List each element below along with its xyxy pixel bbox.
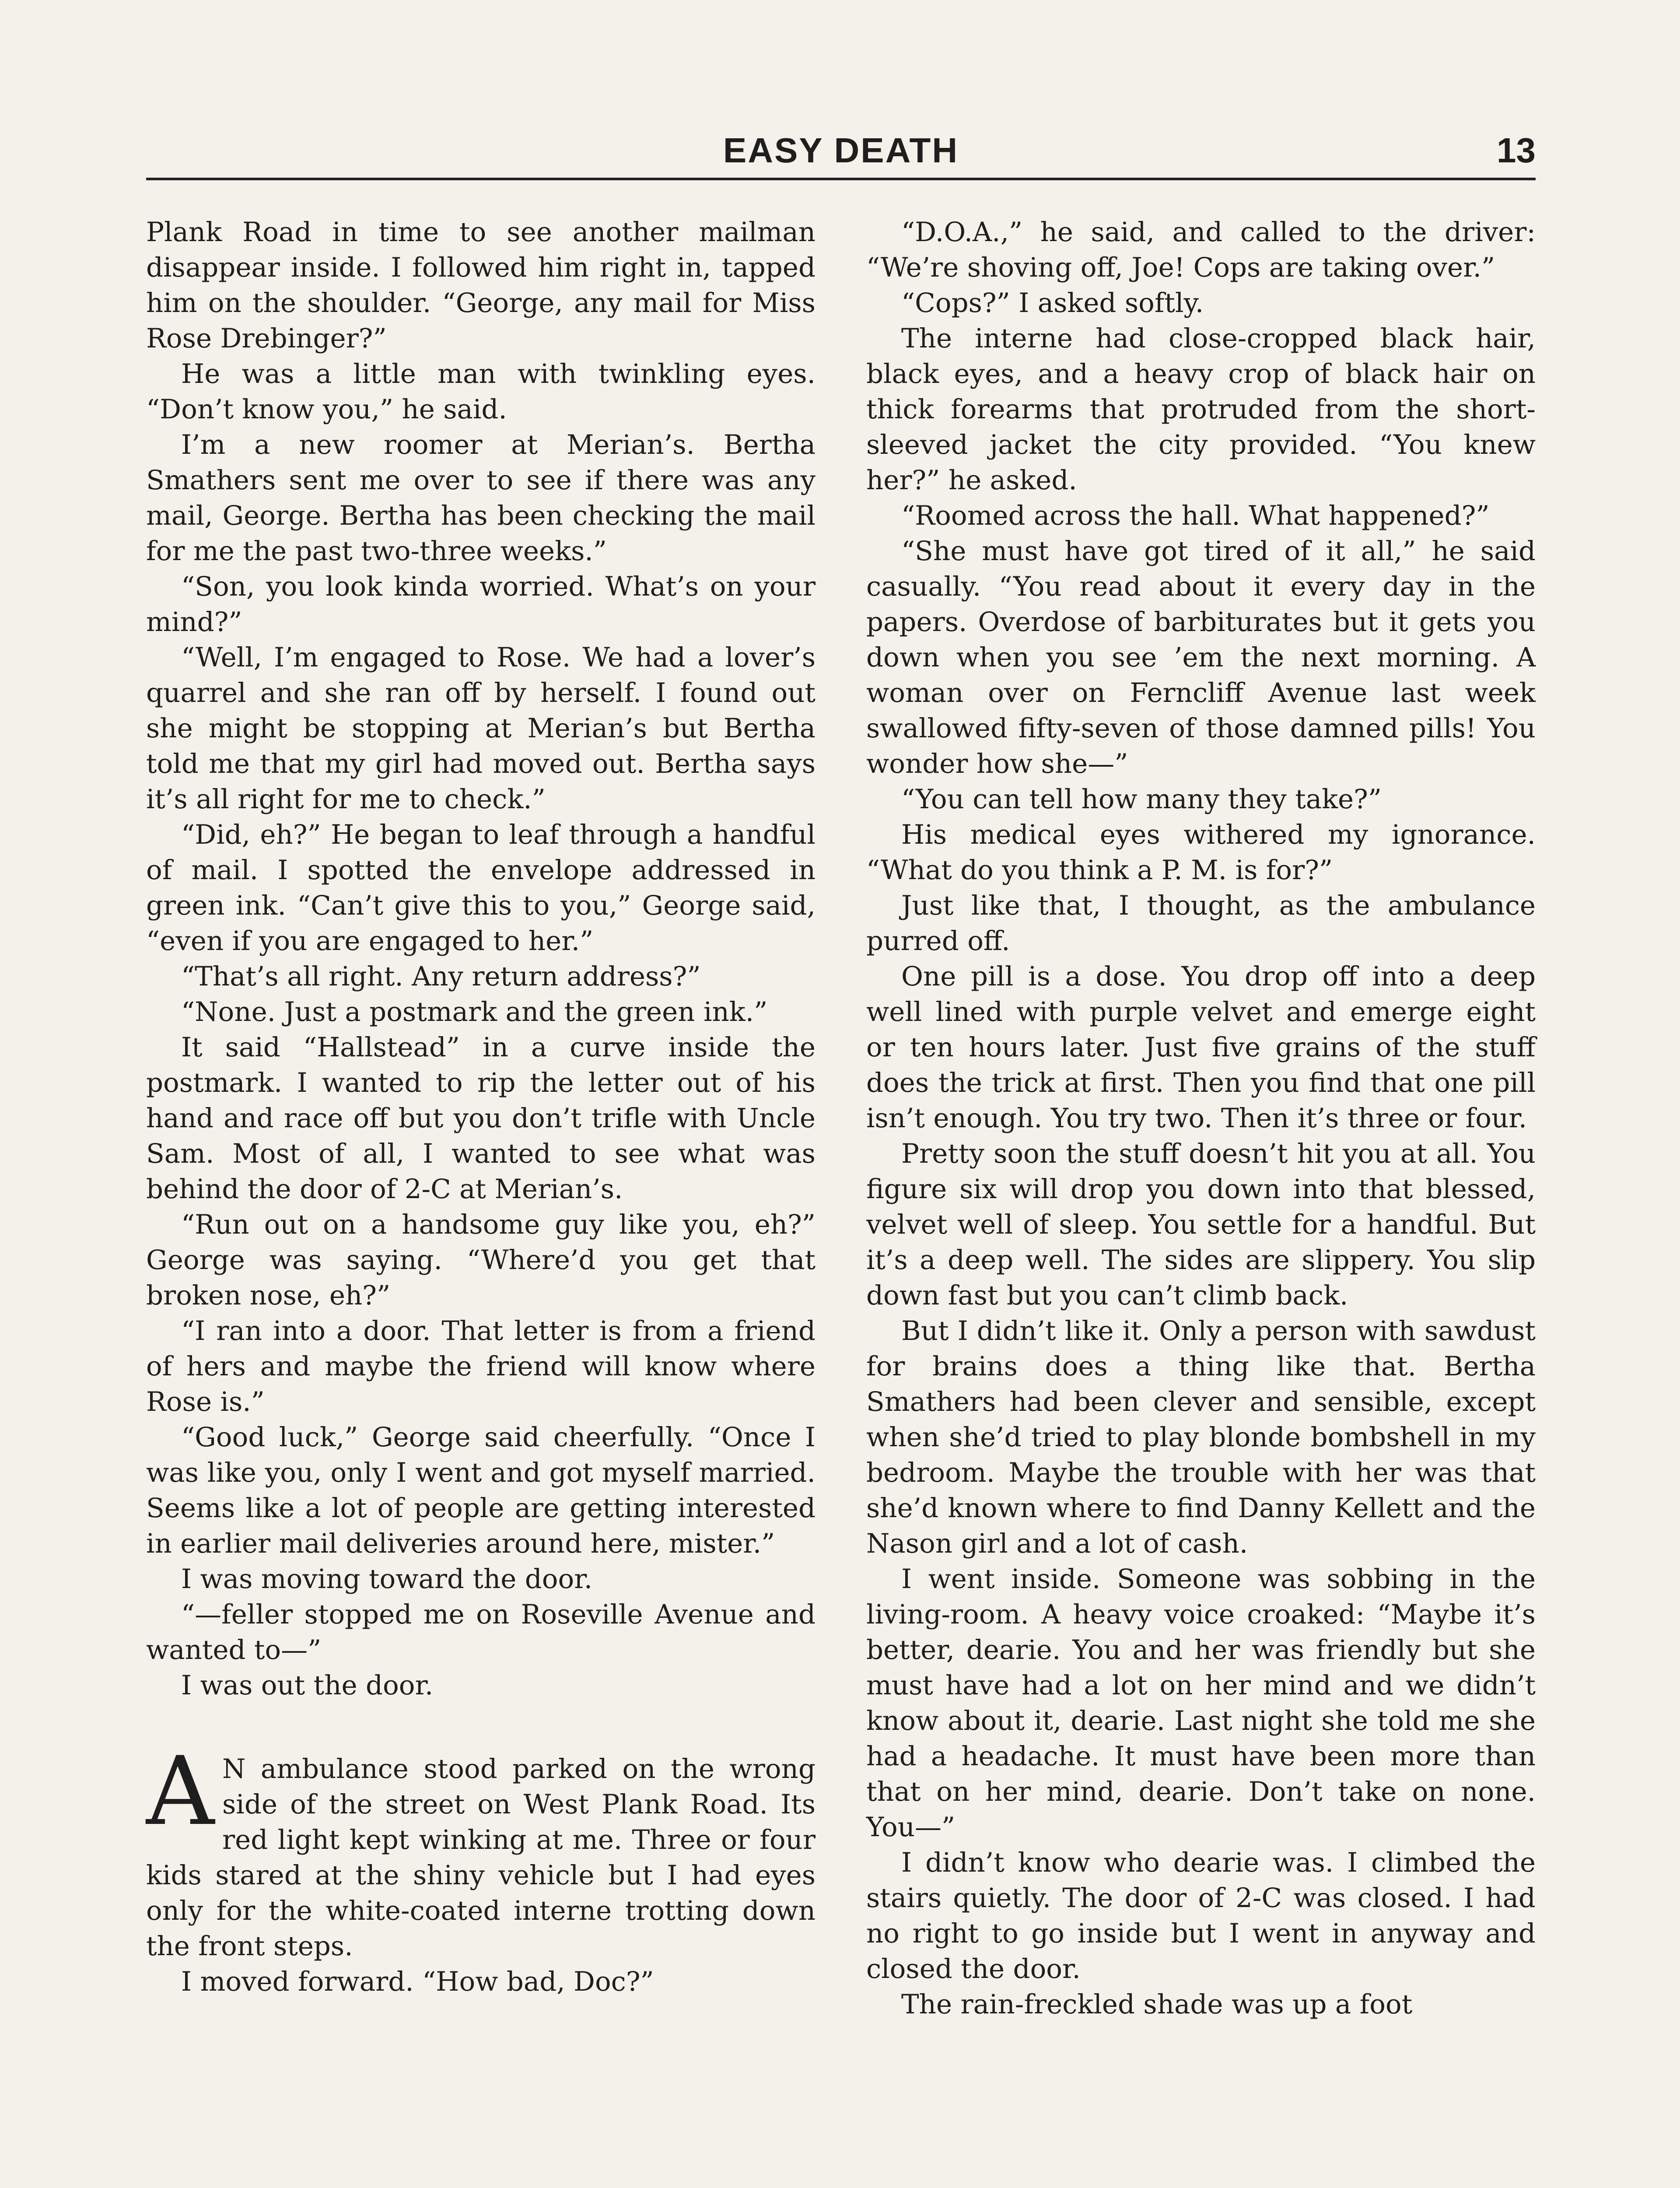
paragraph: His medical eyes withered my ignorance. “What do you think a P. M. is for?”: [866, 819, 1536, 886]
paragraph: “D.O.A.,” he said, and called to the driver: “We’re shoving off, Joe! Cops are taking over.”: [866, 217, 1536, 283]
paragraph: Just like that, I thought, as the ambulance purred off.: [866, 890, 1536, 957]
paragraph: But I didn’t like it. Only a person with sawdust for brains does a thing like that. Bertha Smathers had been clever and sensible, except when she’d tried to play blonde bombshell in my bedroom. Maybe the trouble with her was that she’d known where to find Danny Kellett and the Nason girl and a lot of cash.: [866, 1315, 1536, 1559]
section-opening-text: N ambulance stood parked on the wrong side of the street on West Plank Road. Its red light kept winking at me. Three or four kids stared at the shiny vehicle but I had eyes only for the white-coated interne trotting down the front steps.: [146, 1753, 816, 1962]
paragraph: I went inside. Someone was sobbing in the living-room. A heavy voice croaked: “Maybe it’s better, dearie. You and her was friendly but she must have had a lot on her mind and we didn’t know about it, dearie. Last night she told me she had a headache. It must have been more than that on her mind, dearie. Don’t take on none. You—”: [866, 1564, 1536, 1843]
paragraph: “You can tell how many they take?”: [901, 784, 1382, 815]
paragraph: I was moving toward the door.: [181, 1564, 593, 1595]
paragraph: “That’s all right. Any return address?”: [181, 961, 701, 992]
page-number: 13: [1497, 131, 1536, 170]
paragraph: “She must have got tired of it all,” he said casually. “You read about it every day in the papers. Overdose of barbiturates but it gets you down when you see ’em the next morning. A woman over on Ferncliff Avenue last week swallowed fifty-seven of those damned pills! You wonder how she—”: [866, 536, 1536, 779]
paragraph: It said “Hallstead” in a curve inside the postmark. I wanted to rip the letter out of his hand and race off but you don’t trifle with Uncle Sam. Most of all, I wanted to see what was behind the door of 2-C at Merian’s.: [146, 1032, 816, 1205]
paragraph: “—feller stopped me on Roseville Avenue and wanted to—”: [146, 1599, 816, 1666]
left-column: [146, 214, 816, 1999]
paragraph: I moved forward. “How bad, Doc?”: [181, 1966, 654, 1997]
paragraph: “Good luck,” George said cheerfully. “Once I was like you, only I went and got myself married. Seems like a lot of people are getting interested in earlier mail deliveries around here, mister.”: [146, 1422, 816, 1559]
paragraph: “Roomed across the hall. What happened?”: [901, 500, 1490, 531]
paragraph: “Run out on a handsome guy like you, eh?” George was saying. “Where’d you get that broken nose, eh?”: [146, 1209, 816, 1311]
paragraph: “Did, eh?” He began to leaf through a handful of mail. I spotted the envelope addressed in green ink. “Can’t give this to you,” George said, “even if you are engaged to her.”: [146, 819, 816, 957]
right-column: [866, 214, 1536, 2022]
paragraph: I was out the door.: [181, 1670, 434, 1701]
section-break: [146, 1703, 816, 1751]
paragraph: Pretty soon the stuff doesn’t hit you at all. You figure six will drop you down into that blessed, velvet well of sleep. You settle for a handful. But it’s a deep well. The sides are slippery. You slip down fast but you can’t climb back.: [866, 1138, 1536, 1311]
paragraph: “I ran into a door. That letter is from a friend of hers and maybe the friend will know where Rose is.”: [146, 1315, 816, 1417]
page-header: [146, 130, 1536, 180]
paragraph: I’m a new roomer at Merian’s. Bertha Smathers sent me over to see if there was any mail, George. Bertha has been checking the mail for me the past two-three weeks.”: [146, 429, 816, 567]
paragraph: The interne had close-cropped black hair, black eyes, and a heavy crop of black hair on thick forearms that protruded from the short-sleeved jacket the city provided. “You knew her?” he asked.: [866, 323, 1536, 496]
paragraph: “Son, you look kinda worried. What’s on your mind?”: [146, 571, 816, 638]
running-title: EASY DEATH: [723, 131, 959, 170]
paragraph: “Well, I’m engaged to Rose. We had a lover’s quarrel and she ran off by herself. I found out she might be stopping at Merian’s but Bertha told me that my girl had moved out. Bertha says it’s all right for me to check.”: [146, 642, 816, 815]
paragraph: The rain-freckled shade was up a foot: [901, 1989, 1413, 2020]
paragraph: Plank Road in time to see another mailman disappear inside. I followed him right in, tapped him on the shoulder. “George, any mail for Miss Rose Drebinger?”: [146, 217, 816, 354]
paragraph: “None. Just a postmark and the green ink.”: [181, 996, 768, 1027]
paragraph: I didn’t know who dearie was. I climbed the stairs quietly. The door of 2-C was closed. I had no right to go inside but I went in anyway and closed the door.: [866, 1847, 1536, 1985]
paragraph: One pill is a dose. You drop off into a deep well lined with purple velvet and emerge eight or ten hours later. Just five grains of the stuff does the trick at first. Then you find that one pill isn’t enough. You try two. Then it’s three or four.: [866, 961, 1536, 1134]
section-opening-paragraph: [146, 1736, 816, 1964]
paragraph: “Cops?” I asked softly.: [901, 288, 1204, 319]
drop-cap: A: [146, 1736, 214, 1846]
paragraph: He was a little man with twinkling eyes. “Don’t know you,” he said.: [146, 358, 816, 425]
